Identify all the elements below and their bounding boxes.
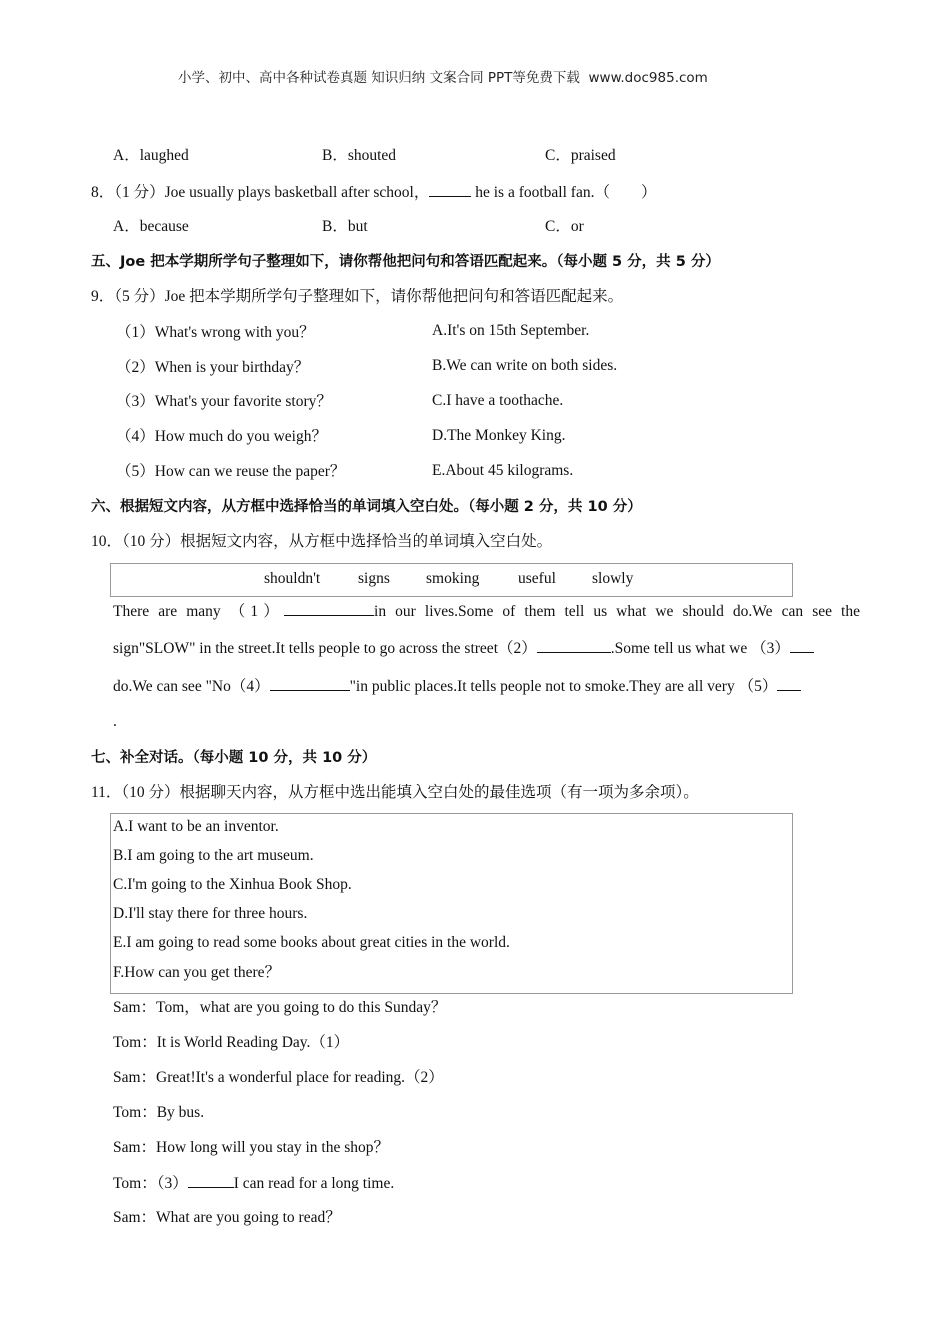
passage-line-3: do.We can see "No（4） "in public places.It tells people not to smoke.They are all very （5）	[113, 676, 860, 697]
q7-option-c: C．praised	[545, 147, 616, 164]
match-question-2: （2）When is your birthday？	[116, 359, 310, 376]
dialogue-line-tom-3: Tom：（3） I can read for a long time.	[113, 1175, 395, 1192]
dialogue-line: Sam：How long will you stay in the shop？	[113, 1139, 389, 1156]
page-header	[178, 68, 708, 88]
option-d: D.I'll stay there for three hours.	[113, 905, 308, 922]
option-a: A.I want to be an inventor.	[113, 818, 279, 835]
q10-stem: 10．（10 分）根据短文内容，从方框中选择恰当的单词填入空白处。	[91, 533, 553, 550]
match-answer-a: A.It's on 15th September.	[432, 322, 590, 339]
q8-text-before: 8．（1 分）Joe usually plays basketball after school，	[91, 184, 430, 201]
word-bank-word: useful	[518, 570, 556, 587]
dialogue-line: Sam：Tom，what are you going to do this Sunday？	[113, 999, 447, 1016]
option-f: F.How can you get there？	[113, 964, 281, 981]
header-url: www.doc985.com	[588, 70, 708, 86]
word-bank-word: signs	[358, 570, 390, 587]
blank-4	[270, 676, 350, 691]
header-text: 小学、初中、高中各种试卷真题 知识归纳 文案合同 PPT等免费下载	[178, 70, 580, 86]
passage-line-4: .	[113, 713, 117, 730]
dialogue-line: Tom：It is World Reading Day.（1）	[113, 1034, 350, 1051]
q7-option-b: B．shouted	[322, 147, 397, 164]
match-answer-b: B.We can write on both sides.	[432, 357, 618, 374]
q7-option-a: A．laughed	[113, 147, 189, 164]
blank-dialogue-3	[188, 1173, 234, 1188]
option-c: C.I'm going to the Xinhua Book Shop.	[113, 876, 352, 893]
match-question-4: （4）How much do you weigh？	[116, 428, 327, 445]
passage-line-2: sign"SLOW" in the street.It tells people to go across the street（2） .Some tell us what we （3）	[113, 638, 860, 659]
q8-option-a: A．because	[113, 218, 189, 235]
blank-3	[790, 638, 814, 653]
dialogue-line: Sam：Great!It's a wonderful place for reading.（2）	[113, 1069, 444, 1086]
match-answer-c: C.I have a toothache.	[432, 392, 564, 409]
word-bank-word: shouldn't	[264, 570, 321, 587]
q8-option-c: C．or	[545, 218, 584, 235]
word-bank-word: smoking	[426, 570, 480, 587]
q8-option-b: B．but	[322, 218, 368, 235]
section6-title: 六、根据短文内容，从方框中选择恰当的单词填入空白处。（每小题 2 分，共 10 分）	[91, 499, 642, 515]
blank-5	[777, 676, 801, 691]
blank-1	[284, 601, 374, 616]
passage-line-1: There are many （1） in our lives.Some of them tell us what we should do.We can see the	[113, 603, 860, 620]
match-answer-e: E.About 45 kilograms.	[432, 462, 574, 479]
q8-blank	[429, 182, 471, 197]
match-question-1: （1）What's wrong with you？	[116, 324, 315, 341]
match-question-5: （5）How can we reuse the paper？	[116, 463, 346, 480]
blank-2	[537, 638, 611, 653]
dialogue-line: Sam：What are you going to read？	[113, 1209, 341, 1226]
section5-title: 五、Joe 把本学期所学句子整理如下，请你帮他把问句和答语匹配起来。（每小题 5 分，共 5 分）	[91, 254, 720, 270]
section7-title: 七、补全对话。（每小题 10 分，共 10 分）	[91, 750, 377, 766]
option-e: E.I am going to read some books about great cities in the world.	[113, 934, 510, 951]
match-answer-d: D.The Monkey King.	[432, 427, 566, 444]
match-question-3: （3）What's your favorite story？	[116, 393, 332, 410]
word-bank	[110, 566, 791, 596]
q9-stem: 9．（5 分）Joe 把本学期所学句子整理如下，请你帮他把问句和答语匹配起来。	[91, 288, 624, 305]
q11-stem: 11．（10 分）根据聊天内容，从方框中选出能填入空白处的最佳选项（有一项为多余项）。	[91, 784, 699, 801]
dialogue-line: Tom：By bus.	[113, 1104, 205, 1121]
option-b: B.I am going to the art museum.	[113, 847, 314, 864]
q8-text-after: he is a football fan.（ ）	[475, 184, 657, 201]
q8-stem	[91, 182, 656, 203]
word-bank-word: slowly	[592, 570, 634, 587]
